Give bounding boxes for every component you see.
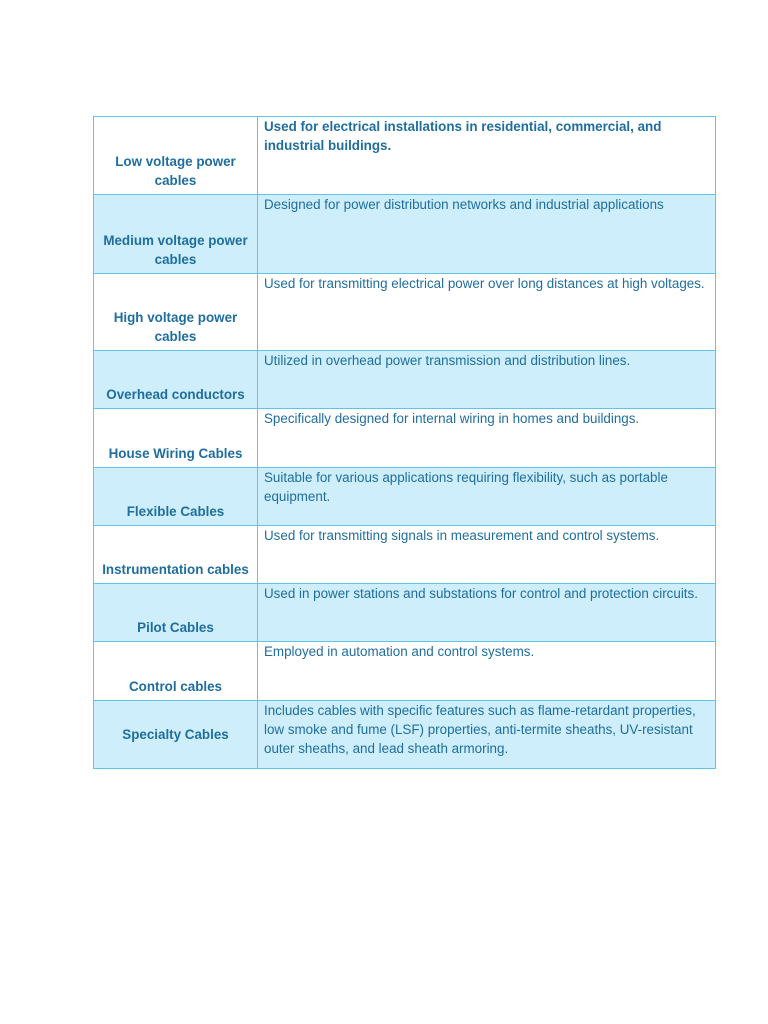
cable-type-cell: House Wiring Cables [94,409,258,468]
cable-description-cell: Designed for power distribution networks and industrial applications [258,195,716,274]
cable-description-cell: Includes cables with specific features such as flame-retardant properties, low smoke and fume (LSF) properties, anti-termite sheaths, UV-resistant outer sheaths, and lead sheath armoring. [258,701,716,769]
cable-description-cell: Used for transmitting signals in measurement and control systems. [258,526,716,584]
cable-description-cell: Used for electrical installations in residential, commercial, and industrial buildings. [258,117,716,195]
table-row [94,526,716,584]
table-row [94,409,716,468]
table-row [94,274,716,351]
table-row [94,117,716,195]
cable-type-cell: Medium voltage power cables [94,195,258,274]
cable-description-cell: Specifically designed for internal wiring in homes and buildings. [258,409,716,468]
cable-type-cell: Flexible Cables [94,468,258,526]
table-row [94,195,716,274]
cable-types-table [93,116,716,769]
cable-description-cell: Suitable for various applications requiring flexibility, such as portable equipment. [258,468,716,526]
table-row [94,351,716,409]
table-row [94,642,716,701]
table-row [94,584,716,642]
cable-type-cell: High voltage power cables [94,274,258,351]
cable-description-cell: Used for transmitting electrical power over long distances at high voltages. [258,274,716,351]
cable-description-cell: Employed in automation and control systems. [258,642,716,701]
table-row [94,701,716,769]
cable-type-cell: Instrumentation cables [94,526,258,584]
cable-type-cell: Low voltage power cables [94,117,258,195]
cable-description-cell: Utilized in overhead power transmission and distribution lines. [258,351,716,409]
cable-type-cell: Overhead conductors [94,351,258,409]
table-row [94,468,716,526]
cable-type-cell: Specialty Cables [94,701,258,769]
cable-type-cell: Pilot Cables [94,584,258,642]
cable-description-cell: Used in power stations and substations for control and protection circuits. [258,584,716,642]
cable-type-cell: Control cables [94,642,258,701]
